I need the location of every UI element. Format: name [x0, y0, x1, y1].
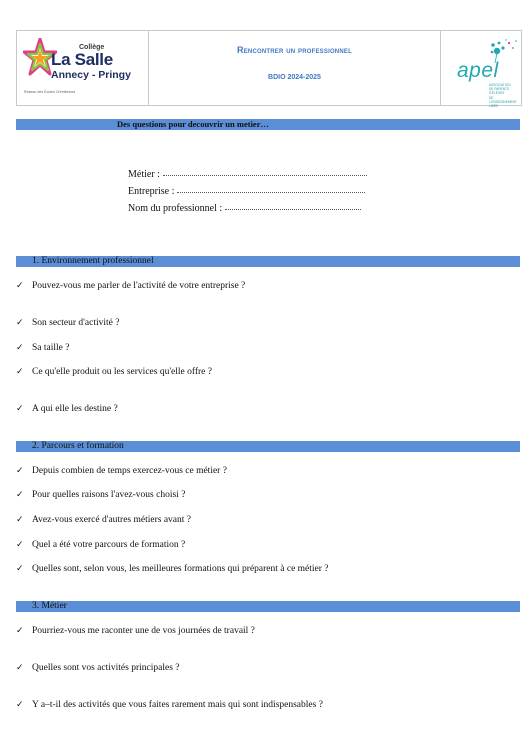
- question-item: ✓ Quelles sont, selon vous, les meilleures formations qui préparent à ce métier ?: [16, 564, 329, 574]
- checkmark-icon: ✓: [16, 281, 24, 291]
- professionnel-field[interactable]: [128, 203, 361, 214]
- section-heading: 3. Métier: [16, 601, 520, 612]
- question-item: ✓ Y a–t-il des activités que vous faites rarement mais qui sont indispensables ?: [16, 700, 323, 710]
- checkmark-icon: ✓: [16, 367, 24, 377]
- entreprise-label: Entreprise :: [128, 186, 175, 197]
- checkmark-icon: ✓: [16, 490, 24, 500]
- professionnel-label: Nom du professionnel :: [128, 203, 223, 214]
- checkmark-icon: ✓: [16, 343, 24, 353]
- question-item: ✓ Avez-vous exercé d'autres métiers avant ?: [16, 515, 191, 525]
- school-location: Annecy - Pringy: [51, 69, 131, 81]
- question-item: ✓ Sa taille ?: [16, 343, 70, 353]
- question-item: ✓ Ce qu'elle produit ou les services qu'elle offre ?: [16, 367, 212, 377]
- college-label: Collège: [79, 44, 105, 51]
- checkmark-icon: ✓: [16, 564, 24, 574]
- question-item: ✓ Son secteur d'activité ?: [16, 318, 120, 328]
- entreprise-field[interactable]: [128, 186, 365, 197]
- checkmark-icon: ✓: [16, 318, 24, 328]
- section-heading: 2. Parcours et formation: [16, 441, 520, 452]
- page-title: Rencontrer un professionnel: [237, 45, 352, 55]
- page-subtitle: BDIO 2024-2025: [268, 74, 321, 81]
- school-name: La Salle: [51, 50, 113, 69]
- apel-wordmark: apel: [457, 59, 499, 82]
- entreprise-line[interactable]: [177, 191, 365, 193]
- checkmark-icon: ✓: [16, 515, 24, 525]
- checkmark-icon: ✓: [16, 466, 24, 476]
- question-item: ✓ A qui elle les destine ?: [16, 404, 118, 414]
- intro-bar: Des questions pour decouvrir un metier…: [16, 119, 520, 130]
- checkmark-icon: ✓: [16, 626, 24, 636]
- document-header: [16, 30, 522, 109]
- question-item: ✓ Quelles sont vos activités principales ?: [16, 663, 180, 673]
- apel-tagline: ASSOCIATION DE PARENTS D'ÉLÈVES DE L'ENSEIGNEMENT LIBRE: [489, 83, 517, 109]
- checkmark-icon: ✓: [16, 700, 24, 710]
- checkmark-icon: ✓: [16, 540, 24, 550]
- header-title-block: [149, 31, 440, 105]
- professionnel-line[interactable]: [225, 208, 361, 210]
- metier-field[interactable]: [128, 169, 367, 180]
- question-item: ✓ Depuis combien de temps exercez-vous ce métier ?: [16, 466, 227, 476]
- college-logo: [17, 31, 148, 105]
- section-heading: 1. Environnement professionnel: [16, 256, 520, 267]
- question-item: ✓ Quel a été votre parcours de formation ?: [16, 540, 186, 550]
- question-item: ✓ Pour quelles raisons l'avez-vous choisi ?: [16, 490, 186, 500]
- checkmark-icon: ✓: [16, 663, 24, 673]
- apel-logo: [441, 31, 522, 109]
- metier-label: Métier :: [128, 169, 160, 180]
- network-label: Réseau des Écoles Chrétiennes: [24, 90, 76, 94]
- checkmark-icon: ✓: [16, 404, 24, 414]
- question-item: ✓ Pouvez-vous me parler de l'activité de votre entreprise ?: [16, 281, 246, 291]
- metier-line[interactable]: [163, 174, 367, 176]
- question-item: ✓ Pourriez-vous me raconter une de vos journées de travail ?: [16, 626, 255, 636]
